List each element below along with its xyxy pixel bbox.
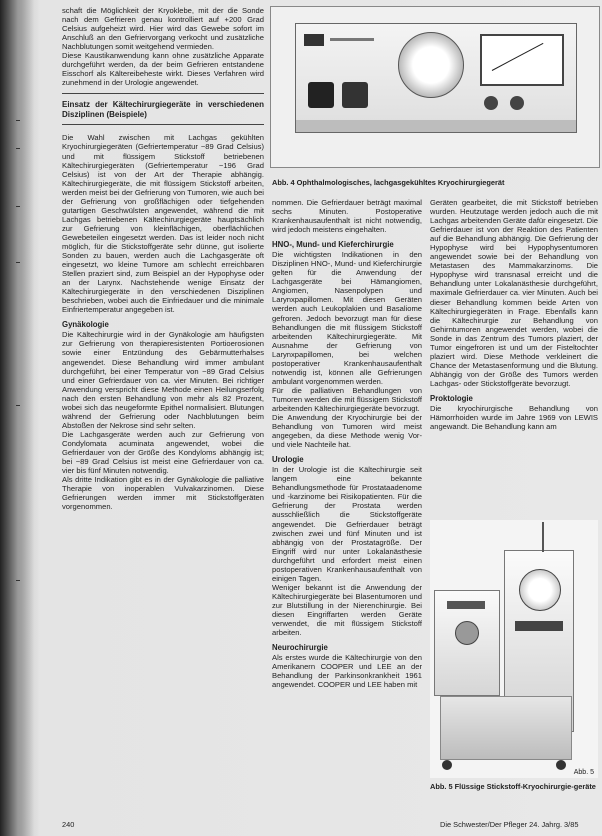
col2-top: nommen. Die Gefrierdauer beträgt maximal sechs Minuten. Postoperative Krankenhausaufenthalt ist nicht notwendig, wird jedoch meistens eingehalten. (272, 198, 422, 235)
column-1 (62, 6, 264, 511)
col1-intro: schaft die Möglichkeit der Kryoklebe, mit der die Sonde nach dem Gefrieren genau kontrolliert auf +200 Grad Celsius aufgeheizt wird. Hier wird das Gewebe sofort im Anschluß an den Gefriervorgang verkocht und zusätzliche Nachblutungen somit weitgehend vermieden. (62, 6, 264, 52)
proctology-body: Die kryochirurgische Behandlung von Hämorrhoiden wurde im Jahre 1969 von LEWIS angewandt. Die Behandlung kann am (430, 403, 598, 432)
figure-nitrogen-devices (430, 520, 598, 778)
neuro-body: Als erstes wurde die Kältechirurgie von den Amerikanern COOPER und LEE an der Behandlung der Parkinsonkrankheit 1961 angewendet. COOPER und LEE haben mit (272, 653, 422, 690)
column-3 (430, 198, 598, 431)
connector-port (510, 96, 524, 110)
neuro-title: Neurochirurgie (272, 643, 328, 653)
urology-title: Urologie (272, 455, 304, 465)
section-title: Einsatz der Kältechirurgiegeräte in verschiedenen Disziplinen (Beispiele) (62, 100, 264, 120)
col1-intro2: Diese Kaustikanwendung kann ohne zusätzliche Apparate durchgeführt werden, da der beim Gefrieren entstandene Eisschorf als Kältereibeheste wirkt. Dieses Verfahren wird zunehmend in der Urologie angewendet. (62, 51, 264, 88)
margin-mark (16, 206, 20, 207)
gynecology-body: Die Kältechirurgie wird in der Gynäkologie am häufigsten zur Gefrierung von therapieresistenten Portioerosionen sowie einer Entzündung des Gebärmutterhalses angewendet. Diese Behandlung wird immer ambulant durchgeführt, bei einer Temperatur von −89 Grad Celsius und einer Gefrierdauer von ca. vier Minuten. Bei richtiger Anwendung verspricht diese Methode einen Heilungserfolg nach den ersten Behandlung von mehr als 82 Prozent, wobei sich das neugeformte Epithel normalisiert. Blutungen während der Gefrierung oder Nachblutungen beim Abstoßen der Nekrose sind sehr selten. (62, 330, 264, 430)
gynecology-title: Gynäkologie (62, 320, 109, 330)
margin-mark (16, 580, 20, 581)
section-divider (62, 124, 264, 125)
page-binding-shadow (0, 0, 34, 836)
connector-port (484, 96, 498, 110)
hno-body: Die wichtigsten Indikationen in den Disziplinen HNO-, Mund- und Kieferchirurgie gelten für die Anwendung der Lachgasgeräte bei Hämangiomen, Angiomen, Nasenpolypen und Larynxpapillomen. Mit diesen Geräten werden auch Leukoplakien und Basaliome gefroren. Jedoch bevorzugt man für diese Behandlungen die mit flüssigem Stickstoff arbeitenden Kältechirurgiegeräte. Mit Ausnahme der Gefrierung von Larynxpapillomen, bei welchen postoperativer Krankenhausaufenthalt notwendig ist, können alle Gefrierungen ambulant vorgenommen werden. (272, 250, 422, 386)
margin-mark (16, 120, 20, 121)
section-divider (62, 93, 264, 94)
figure-cryosurgery-device (270, 6, 600, 168)
gynecology-body-3: Als dritte Indikation gibt es in der Gynäkologie die palliative Therapie von inoperablen Vulvakarzinomen. Diese Gefrierungen werden immer mit Stickstoffgeräten vorgenommen. (62, 475, 264, 512)
power-switch (308, 82, 334, 108)
margin-mark (16, 262, 20, 263)
proctology-title: Proktologie (430, 393, 473, 403)
probe-cable (542, 522, 544, 552)
figure-bottom-caption: Abb. 5 Flüssige Stickstoff-Kryochirurgie-geräte (430, 782, 596, 791)
page-number: 240 (62, 820, 75, 829)
journal-footer: Die Schwester/Der Pfleger 24. Jahrg. 3/85 (440, 820, 579, 829)
device-housing (295, 23, 577, 133)
urology-body: In der Urologie ist die Kältechirurgie seit langem eine bekannte Behandlungsmethode für Prostataadenome und -karzinome bei Risikopatienten. Für die Gefrierung der Prostata werden ausschließlich die Stickstoffgeräte angewendet. Die Gefrierdauer beträgt zwischen zwei und fünf Minuten und ist abhängig von der Prostatagröße. Der Eingriff wird nur unter Lokalanästhesie durchgeführt und erfordert meist einen postoperativen Krankenhausaufenthalt von einigen Tagen. (272, 465, 422, 583)
meter-display (480, 34, 564, 86)
device-unit-left (434, 590, 500, 696)
pressure-gauge (398, 32, 464, 98)
col3-top: Geräten gearbeitet, die mit Stickstoff betrieben wurden. Heutzutage werden jedoch auch die mit Lachgas arbeitenden Geräte dafür eingesetzt. Die Gefrierdauer ist von der Reaktion des Patienten auf die Behandlung abhängig. Die Gefrierung der Hypophyse wird bei Hypophysentumoren angewendet sowie bei der Behandlung von Metastasen des Mammakarzinoms. Die Hypophyse wird transnasal erreicht und die Behandlung unter Lokalanästhesie durchgeführt, maximale Gefrierdauer ca. vier Minuten. Auch bei dieser Behandlung kommen beide Arten von Kältechirurgiegeräten in Frage. Ebenfalls kann die Kältechirurgie zur Behandlung von Gehirntumoren angewendet werden, wobei die Sonde in das Zentrum des Tumors plaziert, der Tumor eingefroren ist und um der Fisteltochter plaziert wird. Diese Methode verkleinert die Chance der Metastasenformung und die Blutung. Abhängig von der Größe des Tumors werden Lachgas- oder Stickstoffgeräte bevorzugt. (430, 198, 599, 388)
logo-mark (304, 34, 324, 46)
margin-mark (16, 405, 20, 406)
column-2 (272, 198, 422, 689)
margin-mark (16, 148, 20, 149)
hno-body-3: Die Anwendung der Kryochirurgie bei der Behandlung von Tumoren wird meist angegeben, da diese Methode wenig Vor- und viele Nachteile hat. (272, 413, 422, 450)
gynecology-body-2: Die Lachgasgeräte werden auch zur Gefrierung von Condylomata acuminata angewendet, wobei die Gefrierdauer von der Größe des Kondyloms abhängig ist; bei −89 Grad Celsius ist meist eine Gefrierdauer von ca. vier bis fünf Minuten notwendig. (62, 429, 264, 476)
figure-label: Abb. 5 (573, 769, 594, 776)
control-knob (342, 82, 368, 108)
section-body: Die Wahl zwischen mit Lachgas gekühlten Kryochirurgiegeräten (Gefriertemperatur −89 Grad Celsius) und mit flüssigem Stickstoff betriebenen Kältechirurgiegeräten (Gefriertemperatur −196 Grad Celsius) ist von der Art der Therapie abhängig. Kältechirurgiegeräte, die mit flüssigem Stickstoff arbeiten, werden meist bei der Gefrierung von Tumoren, wie auch bei der Gefrierung von großflächigen oder tiefgehenden gutartigen Geschwülsten angewendet, während die mit Lachgas betriebenen Kältechirurgiegeräte hauptsächlich zur Gefrierung von kleinflächigen, oberflächlichen Gewebeteilen eingesetzt werden. Das ist leider noch nicht möglich, für die Stickstoffgeräte sehr dünne, gut isolierte Sonden zu bauen, werden auch die Lachgasgeräte oft eingesetzt, wo kleine Tumore am schlecht erreichbaren Stellen praziert sind, zum Beispiel an der Hypophyse oder an der Larynx. Nachstehende wenige Einsatz der Kältechirurgiegeräte in den verschiedenen Disziplinen beschrieben, wobei auch die Einfriedauer und die minimale Einfriertemperatur angegeben ist. (62, 133, 264, 315)
figure-top-caption: Abb. 4 Ophthalmologisches, lachgasgekühltes Kryochirurgiegerät (272, 178, 505, 187)
hno-title: HNO-, Mund- und Kieferchirurgie (272, 240, 394, 250)
device-base (440, 696, 572, 760)
hno-body-2: Für die palliativen Behandlungen von Tumoren werden die mit flüssigem Stickstoff arbeitenden Kältechirurgiegeräte bevorzugt. (272, 385, 422, 413)
urology-body-2: Weniger bekannt ist die Anwendung der Kältechirurgiegeräte bei Blasentumoren und zur Blutstillung in der Nierenchirurgie. Bei diesen Eingriffarten werden Geräte verwendet, die mit flüssigem Stickstoff arbeiten. (272, 582, 422, 638)
